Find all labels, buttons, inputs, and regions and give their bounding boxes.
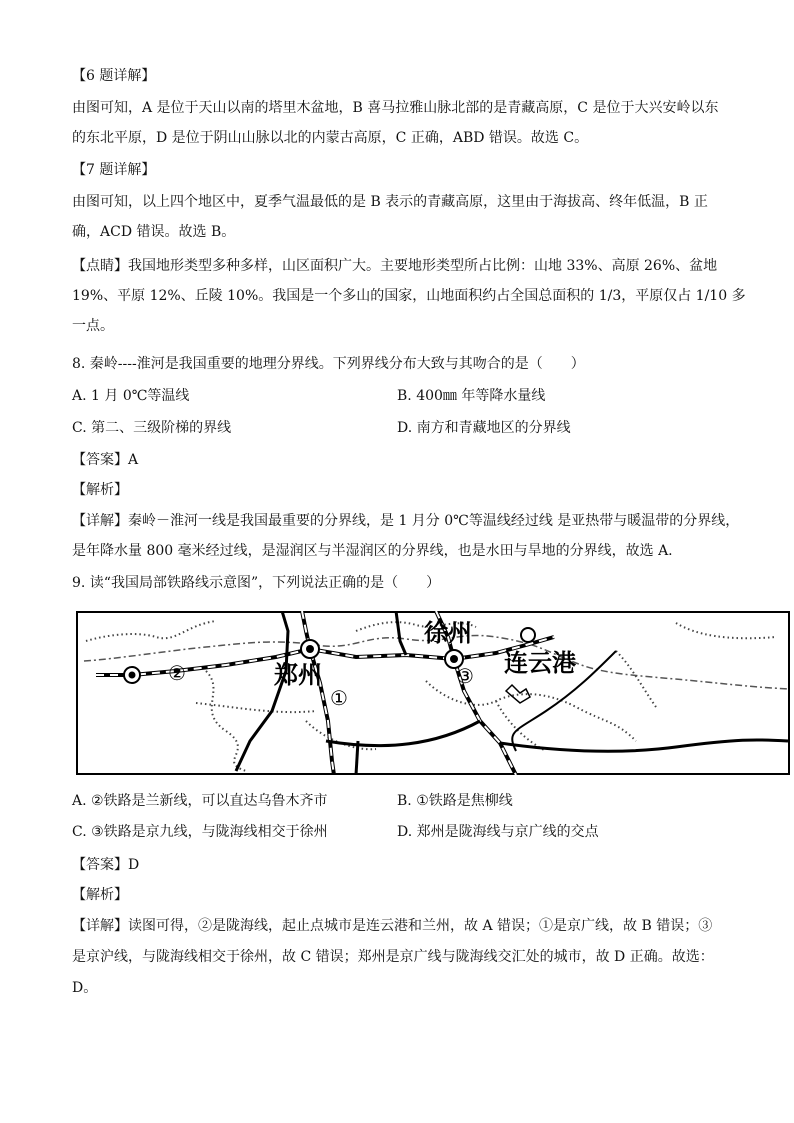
- q9-option-a: A. ②铁路是兰新线，可以直达乌鲁木齐市: [72, 793, 328, 809]
- city-symbol-west: [124, 667, 140, 683]
- q9-option-b: B. ①铁路是焦柳线: [397, 793, 513, 809]
- q6-text-line-1: 由图可知，A 是位于天山以南的塔里木盆地，B 喜马拉雅山脉北部的是青藏高原，C 是位于大兴安岭以东: [72, 100, 719, 116]
- q9-option-c: C. ③铁路是京九线，与陇海线相交于徐州: [72, 824, 328, 840]
- label-railway-3: ③: [456, 664, 474, 688]
- q8-answer: 【答案】A: [72, 452, 139, 468]
- q8-option-c: C. 第二、三级阶梯的界线: [72, 420, 232, 436]
- q8-option-a: A. 1 月 0℃等温线: [72, 388, 190, 404]
- tip-line-3: 一点。: [72, 318, 114, 334]
- q9-detail-line-3: D。: [72, 980, 98, 996]
- railway-map: [76, 611, 790, 775]
- q6-text-line-2: 的东北平原，D 是位于阴山山脉以北的内蒙古高原，C 正确，ABD 错误。故选 C。: [72, 130, 589, 146]
- q9-detail-line-2: 是京沪线，与陇海线相交于徐州，故 C 错误；郑州是京广线与陇海线交汇处的城市，故 D 正确。故选：: [72, 949, 714, 965]
- q8-stem: 8. 秦岭----淮河是我国重要的地理分界线。下列界线分布大致与其吻合的是（ ）: [72, 356, 585, 372]
- q9-answer: 【答案】D: [72, 857, 140, 873]
- label-railway-2: ②: [168, 661, 186, 685]
- q9-detail-line-1: 【详解】读图可得，②是陇海线，起止点城市是连云港和兰州，故 A 错误；①是京广线，故 B 错误；③: [72, 918, 713, 934]
- q8-detail-line-2: 是年降水量 800 毫米经过线，是湿润区与半湿润区的分界线，也是水田与旱地的分界线，故选 A.: [72, 543, 673, 559]
- tip-line-2: 19%、平原 12%、丘陵 10%。我国是一个多山的国家，山地面积约占全国总面积的 1/3，平原仅占 1/10 多: [72, 288, 746, 304]
- q7-text-line-1: 由图可知，以上四个地区中，夏季气温最低的是 B 表示的青藏高原，这里由于海拔高、终年低温，B 正: [72, 194, 708, 210]
- q8-option-d: D. 南方和青藏地区的分界线: [397, 420, 571, 436]
- q7-heading: 【7 题详解】: [72, 162, 156, 178]
- q9-stem: 9. 读“我国局部铁路线示意图”，下列说法正确的是（ ）: [72, 575, 441, 591]
- city-symbol-lianyungang: [521, 628, 535, 642]
- label-lianyungang: 连云港: [504, 649, 576, 677]
- q7-text-line-2: 确，ACD 错误。故选 B。: [72, 224, 236, 240]
- label-zhengzhou: 郑州: [274, 661, 322, 689]
- tip-line-1: 【点睛】我国地形类型多种多样，山区面积广大。主要地形类型所占比例：山地 33%、高原 26%、盆地: [72, 258, 718, 274]
- q8-analysis-heading: 【解析】: [72, 482, 128, 498]
- label-xuzhou: 徐州: [424, 619, 472, 647]
- q6-heading: 【6 题详解】: [72, 68, 156, 84]
- q8-option-b: B. 400㎜ 年等降水量线: [397, 388, 546, 404]
- other-railway: [356, 741, 358, 775]
- q9-option-d: D. 郑州是陇海线与京广线的交点: [397, 824, 599, 840]
- city-symbol-zhengzhou: [301, 640, 319, 658]
- q9-analysis-heading: 【解析】: [72, 887, 128, 903]
- label-railway-1: ①: [330, 686, 348, 710]
- q8-detail-line-1: 【详解】秦岭－淮河一线是我国最重要的分界线，是 1 月分 0℃等温线经过线 是亚热带与暖温带的分界线，: [72, 513, 740, 529]
